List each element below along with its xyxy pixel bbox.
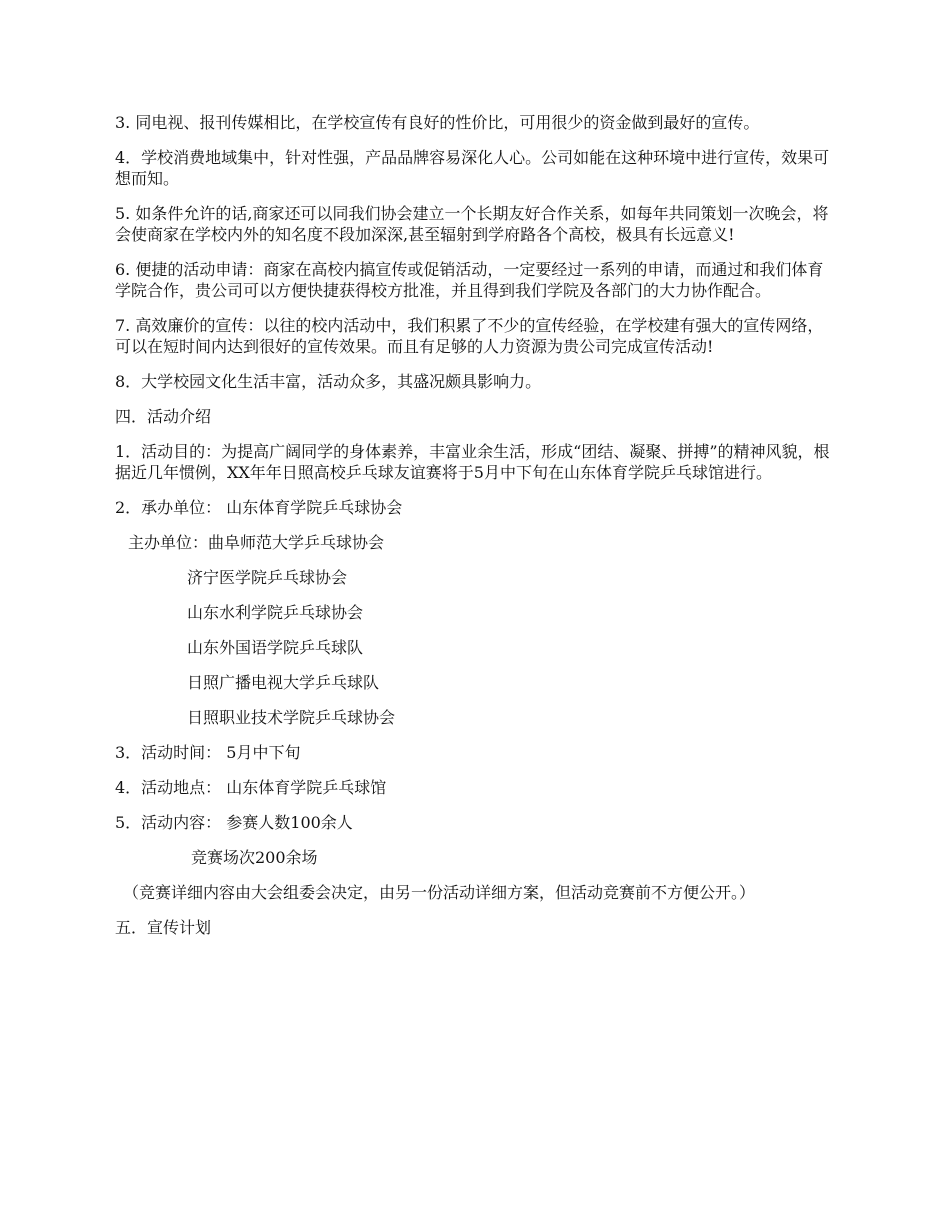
paragraph-activity-location: 4．活动地点： 山东体育学院乒乓球馆 xyxy=(115,778,387,797)
host-unit-item: 济宁医学院乒乓球协会 xyxy=(187,568,348,587)
paragraph-competition-count: 竞赛场次200余场 xyxy=(191,848,318,867)
paragraph-activity-content: 5．活动内容： 参赛人数100余人 xyxy=(115,813,353,832)
paragraph-competition-note: （竞赛详细内容由大会组委会决定，由另一份活动详细方案，但活动竞赛前不方便公开。） xyxy=(123,883,756,902)
paragraph-organizer: 2．承办单位： 山东体育学院乒乓球协会 xyxy=(115,498,403,517)
paragraph-advantage-3: 3. 同电视、报刊传媒相比，在学校宣传有良好的性价比，可用很少的资金做到最好的宣传。 xyxy=(115,113,760,132)
paragraph-activity-time: 3．活动时间： 5月中下旬 xyxy=(115,743,301,762)
paragraph-activity-purpose: 1．活动目的：为提高广阔同学的身体素养，丰富业余生活，形成“团结、凝聚、拼搏”的精神风貌，根据近几年惯例，XX年年日照高校乒乓球友谊赛将于5月中下旬在山东体育学院乒乓球馆进行。 xyxy=(115,442,830,482)
host-unit-item: 山东外国语学院乒乓球队 xyxy=(187,638,364,657)
document-page xyxy=(115,112,835,952)
section-heading-activity-intro: 四．活动介绍 xyxy=(115,407,212,426)
paragraph-advantage-8: 8．大学校园文化生活丰富，活动众多，其盛况颇具影响力。 xyxy=(115,372,542,391)
paragraph-advantage-4: 4．学校消费地域集中，针对性强，产品品牌容易深化人心。公司如能在这种环境中进行宣传，效果可想而知。 xyxy=(115,148,830,188)
paragraph-advantage-6: 6. 便捷的活动申请：商家在高校内搞宣传或促销活动，一定要经过一系列的申请，而通过和我们体育学院合作，贵公司可以方便快捷获得校方批准，并且得到我们学院及各部门的大力协作配合。 xyxy=(115,260,824,300)
host-unit-item: 日照职业技术学院乒乓球协会 xyxy=(187,708,396,727)
paragraph-advantage-7: 7. 高效廉价的宣传：以往的校内活动中，我们积累了不少的宣传经验，在学校建有强大的宣传网络，可以在短时间内达到很好的宣传效果。而且有足够的人力资源为贵公司完成宣传活动! xyxy=(115,316,824,356)
paragraph-host-unit: 主办单位：曲阜师范大学乒乓球协会 xyxy=(128,533,385,552)
host-unit-item: 日照广播电视大学乒乓球队 xyxy=(187,673,380,692)
section-heading-promotion-plan: 五．宣传计划 xyxy=(115,918,212,937)
host-unit-item: 山东水利学院乒乓球协会 xyxy=(187,603,364,622)
paragraph-advantage-5: 5. 如条件允许的话,商家还可以同我们协会建立一个长期友好合作关系，如每年共同策划一次晚会，将会使商家在学校内外的知名度不段加深深,甚至辐射到学府路各个高校，极具有长远意义! xyxy=(115,204,829,244)
